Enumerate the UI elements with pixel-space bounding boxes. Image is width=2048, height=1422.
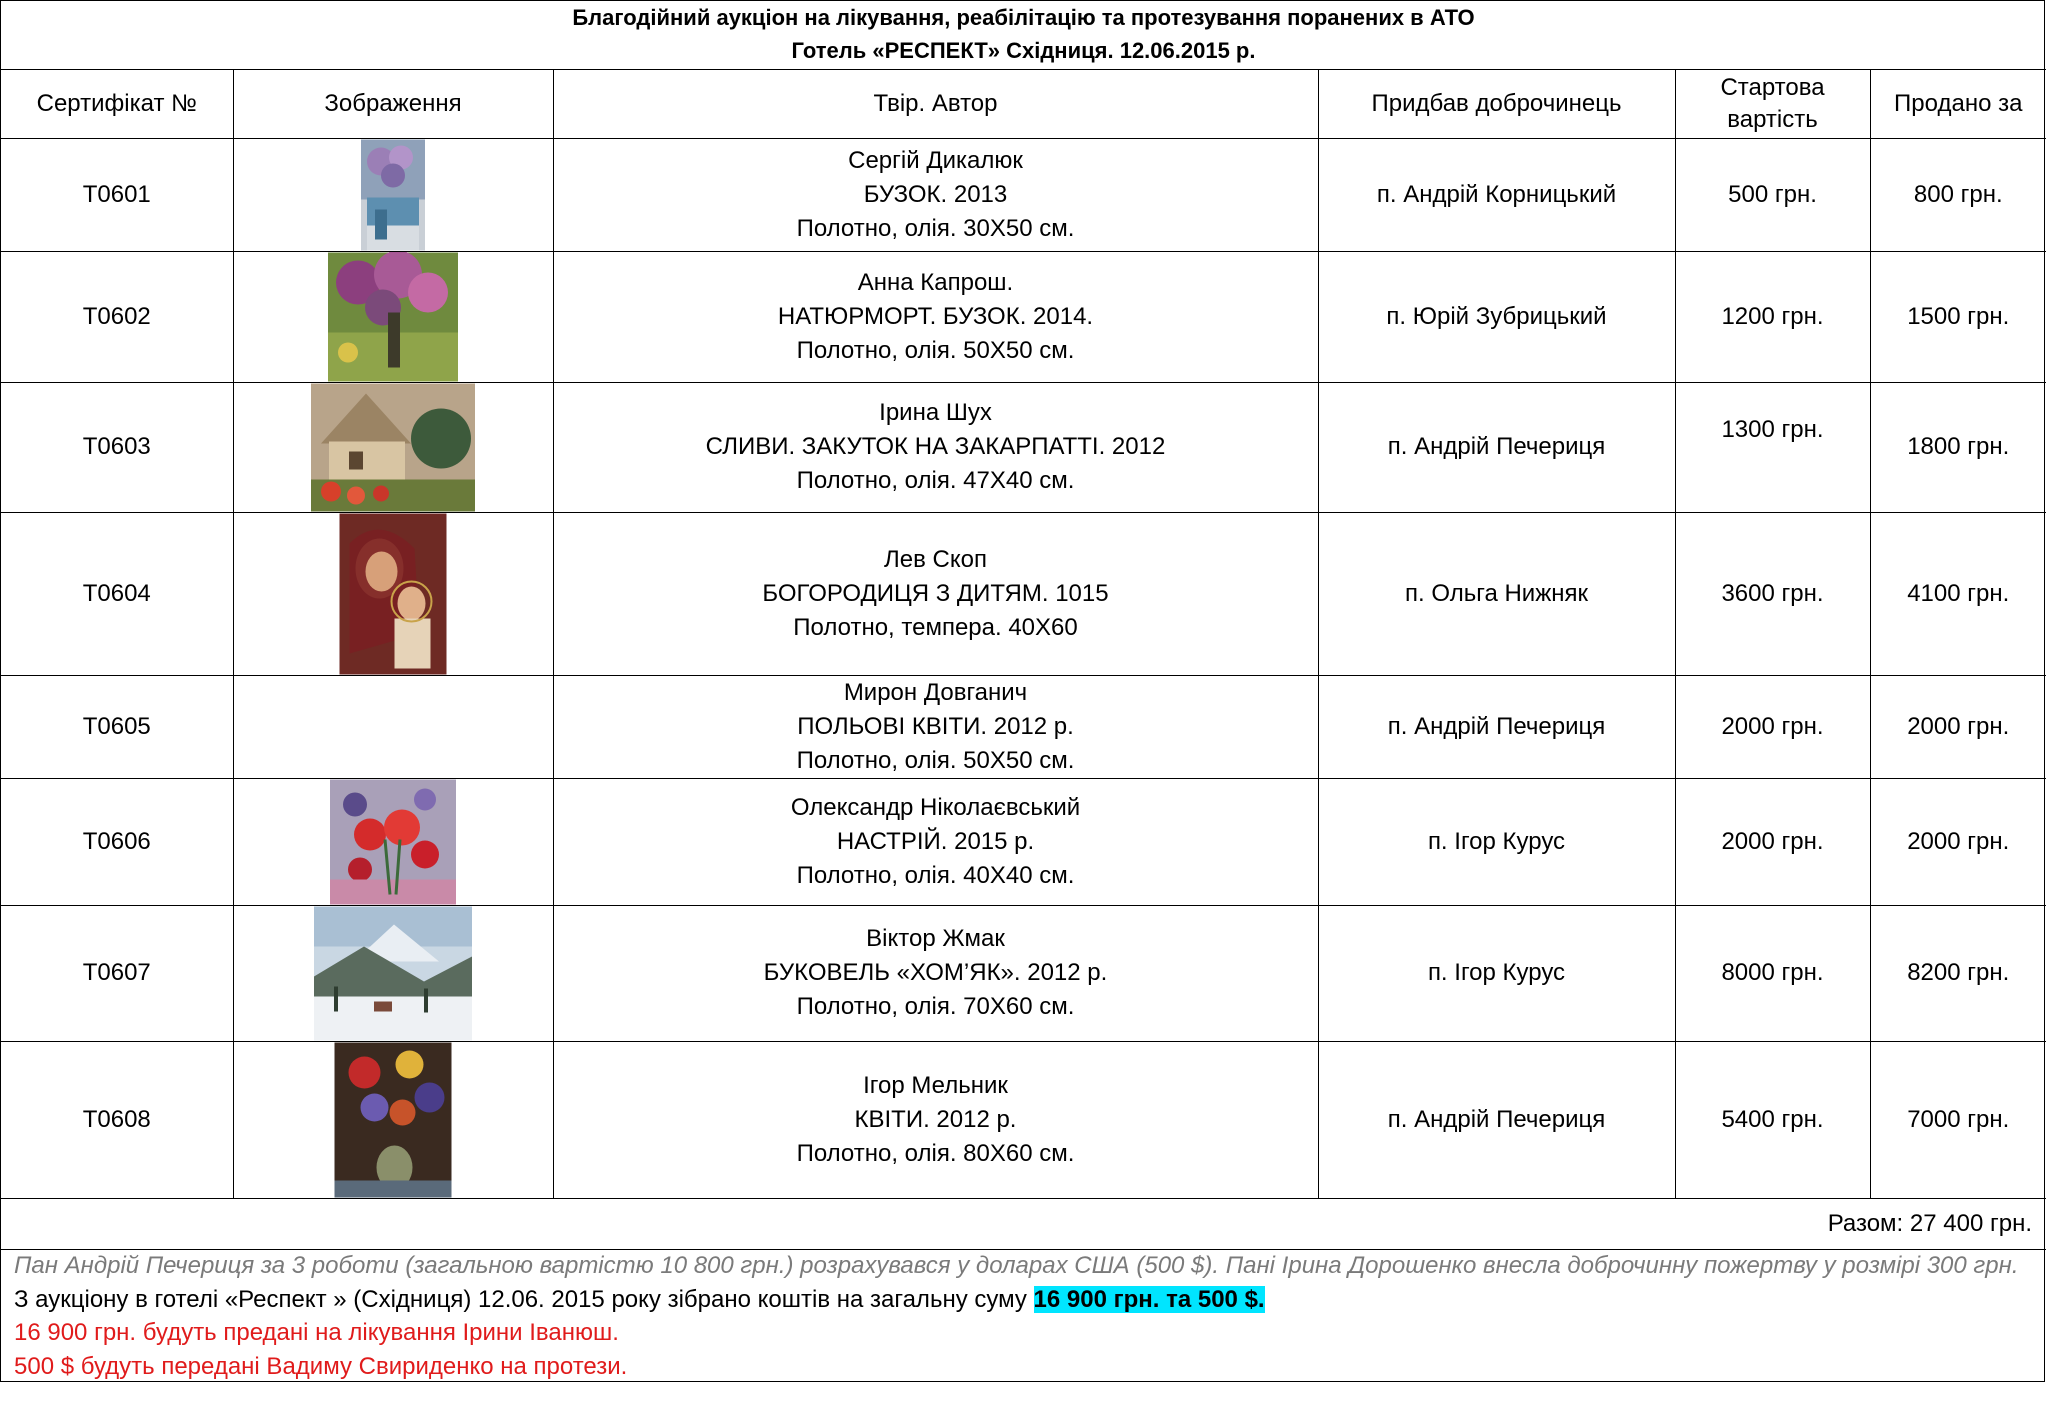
table-row <box>1 675 2046 778</box>
table-row <box>1 512 2046 675</box>
auction-notes <box>14 1249 2044 1383</box>
cert-cell: Т0608 <box>1 1041 233 1198</box>
image-cell <box>233 905 553 1041</box>
table-row <box>1 138 2046 251</box>
table-row <box>1 382 2046 512</box>
sold-price-cell: 4100 грн. <box>1870 512 2046 675</box>
painting-madonna-icon-image <box>340 513 447 675</box>
sold-price-cell: 1500 грн. <box>1870 251 2046 382</box>
image-cell <box>233 778 553 905</box>
work-author: Сергій Дикалюк <box>848 146 1023 174</box>
cert-cell: Т0607 <box>1 905 233 1041</box>
painting-winter-mountains-image <box>314 906 472 1041</box>
title-line-1: Благодійний аукціон на лікування, реабілітацію та протезування поранених в АТО <box>572 5 1475 30</box>
painting-village-house-image <box>311 383 475 512</box>
work-title: БУКОВЕЛЬ «ХОМ’ЯК». 2012 р. <box>763 959 1108 986</box>
work-title: БОГОРОДИЦЯ З ДИТЯМ. 1015 <box>762 579 1109 607</box>
buyer-cell: п. Ігор Курус <box>1318 778 1675 905</box>
work-cell <box>553 251 1318 382</box>
note-transfer-2: 500 $ будуть передані Вадиму Свириденко на протези. <box>14 1352 628 1380</box>
painting-lilac-still-life-image <box>361 139 425 251</box>
buyer-cell: п. Андрій Печериця <box>1318 382 1675 512</box>
header-buyer: Придбав доброчинець <box>1318 70 1675 138</box>
buyer-cell: п. Андрій Печериця <box>1318 1041 1675 1198</box>
work-author: Ірина Шух <box>879 399 992 426</box>
header-start-line2: вартість <box>1727 105 1818 133</box>
buyer-cell: п. Ігор Курус <box>1318 905 1675 1041</box>
image-cell <box>233 251 553 382</box>
work-cell <box>553 382 1318 512</box>
header-image: Зображення <box>233 70 553 138</box>
work-author: Лев Скоп <box>884 545 987 573</box>
document-title <box>1 1 2046 70</box>
work-medium: Полотно, олія. 50Х50 см. <box>796 746 1075 774</box>
table-row <box>1 778 2046 905</box>
painting-lilac-bouquet-image <box>328 252 458 382</box>
work-title: КВІТИ. 2012 р. <box>854 1105 1017 1133</box>
header-sold: Продано за <box>1870 70 2046 138</box>
note-summary-highlight: 16 900 грн. та 500 $. <box>1033 1285 1265 1313</box>
work-author: Анна Капрош. <box>857 268 1014 296</box>
work-medium: Полотно, олія. 50Х50 см. <box>796 336 1075 364</box>
header-cert: Сертифікат № <box>1 70 233 138</box>
work-title: НАСТРІЙ. 2015 р. <box>836 827 1035 855</box>
work-medium: Полотно, олія. 80Х60 см. <box>796 1139 1075 1167</box>
cert-cell: Т0606 <box>1 778 233 905</box>
table-row <box>1 1041 2046 1198</box>
work-cell <box>553 675 1318 778</box>
buyer-cell: п. Юрій Зубрицький <box>1318 251 1675 382</box>
work-author: Ігор Мельник <box>863 1071 1008 1099</box>
work-medium: Полотно, олія. 30Х50 см. <box>796 214 1075 242</box>
cert-cell: Т0601 <box>1 138 233 251</box>
note-summary-text: З аукціону в готелі «Респект » (Східниця) 12.06. 2015 року зібрано коштів на загальну суму <box>14 1285 1034 1313</box>
header-start-price <box>1675 70 1870 138</box>
header-row <box>1 70 2046 138</box>
work-title: ПОЛЬОВІ КВІТИ. 2012 р. <box>797 712 1074 740</box>
start-price-cell: 8000 грн. <box>1675 905 1870 1041</box>
total-amount: Разом: 27 400 грн. <box>1 1198 2046 1249</box>
work-medium: Полотно, олія. 40Х40 см. <box>796 861 1075 889</box>
work-cell <box>553 1041 1318 1198</box>
start-price-cell: 1300 грн. <box>1675 382 1870 512</box>
image-cell <box>233 1041 553 1198</box>
start-price-cell: 2000 грн. <box>1675 778 1870 905</box>
work-author: Олександр Ніколаєвський <box>790 793 1081 821</box>
work-title: НАТЮРМОРТ. БУЗОК. 2014. <box>777 302 1094 330</box>
sold-price-cell: 7000 грн. <box>1870 1041 2046 1198</box>
buyer-cell: п. Ольга Нижняк <box>1318 512 1675 675</box>
image-cell <box>233 382 553 512</box>
work-author: Віктор Жмак <box>866 925 1005 952</box>
work-medium: Полотно, олія. 47Х40 см. <box>796 467 1075 494</box>
image-cell <box>233 512 553 675</box>
sold-price-cell: 8200 грн. <box>1870 905 2046 1041</box>
work-author: Мирон Довганич <box>843 678 1028 706</box>
work-title: БУЗОК. 2013 <box>863 180 1008 208</box>
header-work: Твір. Автор <box>553 70 1318 138</box>
cert-cell: Т0603 <box>1 382 233 512</box>
start-price-cell: 1200 грн. <box>1675 251 1870 382</box>
work-medium: Полотно, темпера. 40Х60 <box>793 613 1078 641</box>
start-price-cell: 5400 грн. <box>1675 1041 1870 1198</box>
buyer-cell: п. Андрій Печериця <box>1318 675 1675 778</box>
start-price-cell: 2000 грн. <box>1675 675 1870 778</box>
auction-table <box>1 70 2046 1250</box>
image-cell <box>233 138 553 251</box>
cert-cell: Т0605 <box>1 675 233 778</box>
painting-poppies-bouquet-image <box>330 779 456 905</box>
image-cell-empty <box>233 675 553 778</box>
note-payment-info: Пан Андрій Печериця за 3 роботи (загальною вартістю 10 800 грн.) розрахувався у доларах США (500 $). Пані Ірина Дорошенко внесла доброчинну пожертву у розмірі 300 грн. <box>14 1252 2019 1279</box>
work-cell <box>553 778 1318 905</box>
start-price-cell: 3600 грн. <box>1675 512 1870 675</box>
header-start-line1: Стартова <box>1720 73 1825 101</box>
sold-price-cell: 2000 грн. <box>1870 778 2046 905</box>
buyer-cell: п. Андрій Корницький <box>1318 138 1675 251</box>
note-summary <box>14 1283 2044 1317</box>
start-price-cell: 500 грн. <box>1675 138 1870 251</box>
table-row <box>1 905 2046 1041</box>
sold-price-cell: 2000 грн. <box>1870 675 2046 778</box>
work-cell <box>553 905 1318 1041</box>
total-row <box>1 1198 2046 1249</box>
work-medium: Полотно, олія. 70Х60 см. <box>796 993 1075 1020</box>
title-line-2: Готель «РЕСПЕКТ» Східниця. 12.06.2015 р. <box>791 38 1256 63</box>
table-row <box>1 251 2046 382</box>
note-transfer-1: 16 900 грн. будуть предані на лікування Ірини Іванюш. <box>14 1319 619 1346</box>
sold-price-cell: 800 грн. <box>1870 138 2046 251</box>
work-title: СЛИВИ. ЗАКУТОК НА ЗАКАРПАТТІ. 2012 <box>705 433 1166 460</box>
sold-price-cell: 1800 грн. <box>1870 382 2046 512</box>
work-cell <box>553 512 1318 675</box>
cert-cell: Т0602 <box>1 251 233 382</box>
cert-cell: Т0604 <box>1 512 233 675</box>
painting-flowers-vase-image <box>335 1042 452 1198</box>
work-cell <box>553 138 1318 251</box>
